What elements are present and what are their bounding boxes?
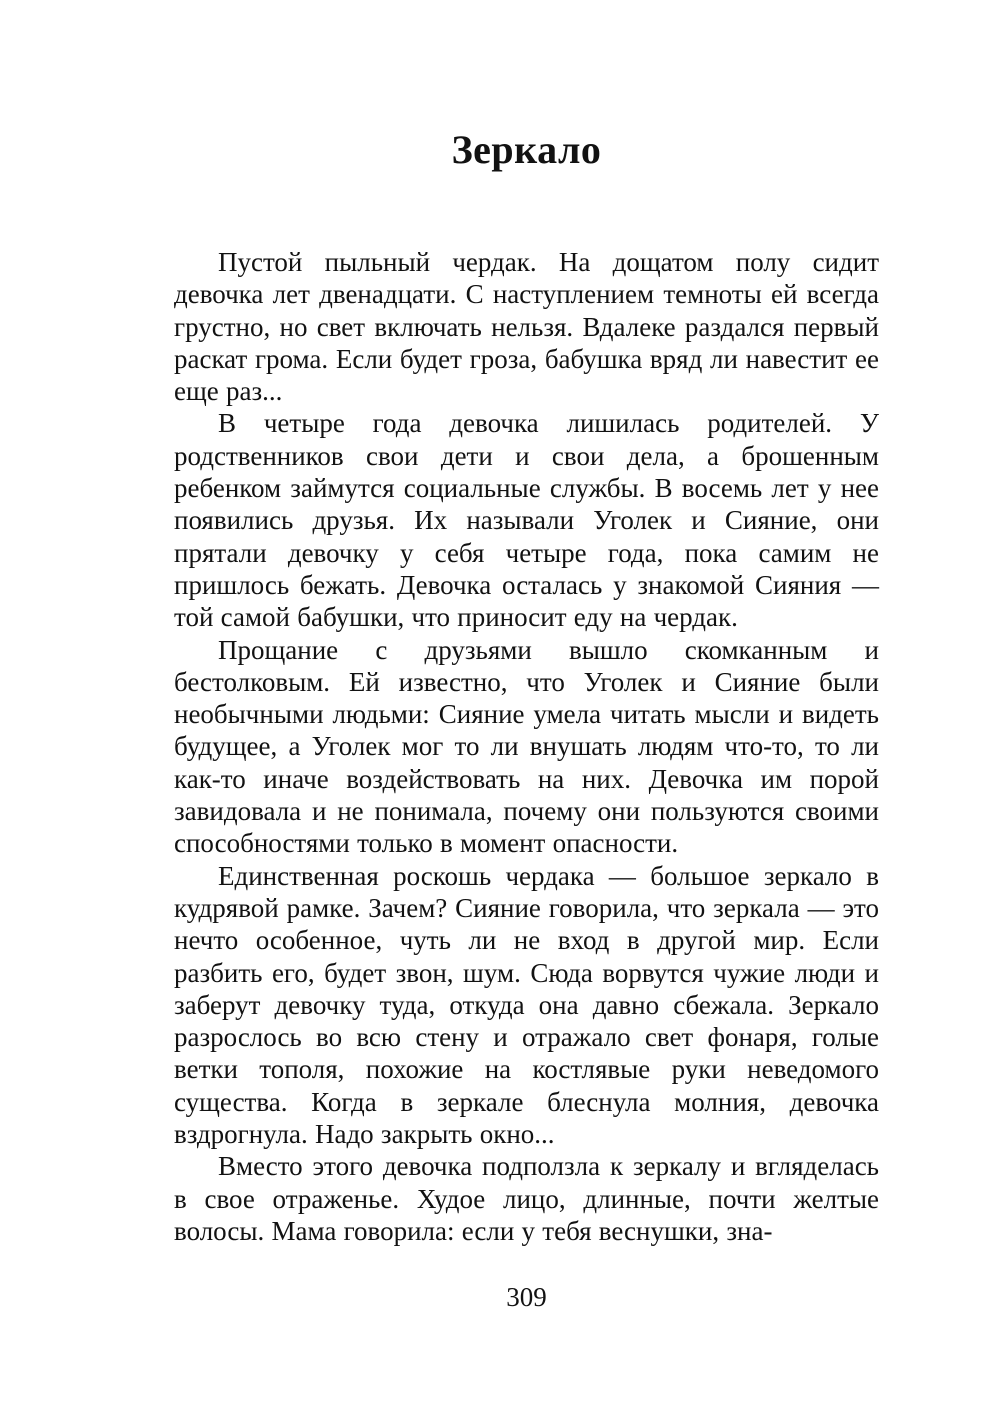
- text-block: [174, 246, 879, 1247]
- page-number: 309: [506, 1282, 547, 1313]
- paragraph-5: Вместо этого девочка подползла к зеркалу и вгляделась в свое отраженье. Худое лицо, длинные, почти желтые волосы. Мама говорила: если у тебя веснушки, зна-: [174, 1151, 879, 1246]
- paragraph-1: Пустой пыльный чердак. На дощатом полу сидит девочка лет двенадцати. С наступлением темноты ей всегда грустно, но свет включать нельзя. Вдалеке раздался первый раскат грома. Если будет гроза, бабушка вряд ли навестит ее еще раз...: [174, 247, 879, 407]
- paragraph-3: Прощание с друзьями вышло скомканным и бестолковым. Ей известно, что Уголек и Сияние были необычными людьми: Сияние умела читать мысли и видеть будущее, а Уголек мог то ли внушать людям что-то, то ли как-то иначе воздействовать на них. Девочка им порой завидовала и не понимала, почему они пользуются своими способностями только в момент опасности.: [174, 634, 879, 859]
- paragraph-2: В четыре года девочка лишилась родителей. У родственников свои дети и свои дела, а брошенным ребенком займутся социальные службы. В восемь лет у нее появились друзья. Их называли Уголек и Сияние, они прятали девочку у себя четыре года, пока самим не пришлось бежать. Девочка осталась у знакомой Сияния — той самой бабушки, что приносит еду на чердак.: [174, 408, 879, 633]
- page-title: Зеркало: [451, 127, 602, 172]
- paragraph-4: Единственная роскошь чердака — большое зеркало в кудрявой рамке. Зачем? Сияние говорила, что зеркала — это нечто особенное, чуть ли не вход в другой мир. Если разбить его, будет звон, шум. Сюда ворвутся чужие люди и заберут девочку туда, откуда она давно сбежала. Зеркало разрослось во всю стену и отражало свет фонаря, голые ветки тополя, похожие на костлявые руки неведомого существа. Когда в зеркале блеснула молния, девочка вздрогнула. Надо закрыть окно...: [174, 860, 879, 1150]
